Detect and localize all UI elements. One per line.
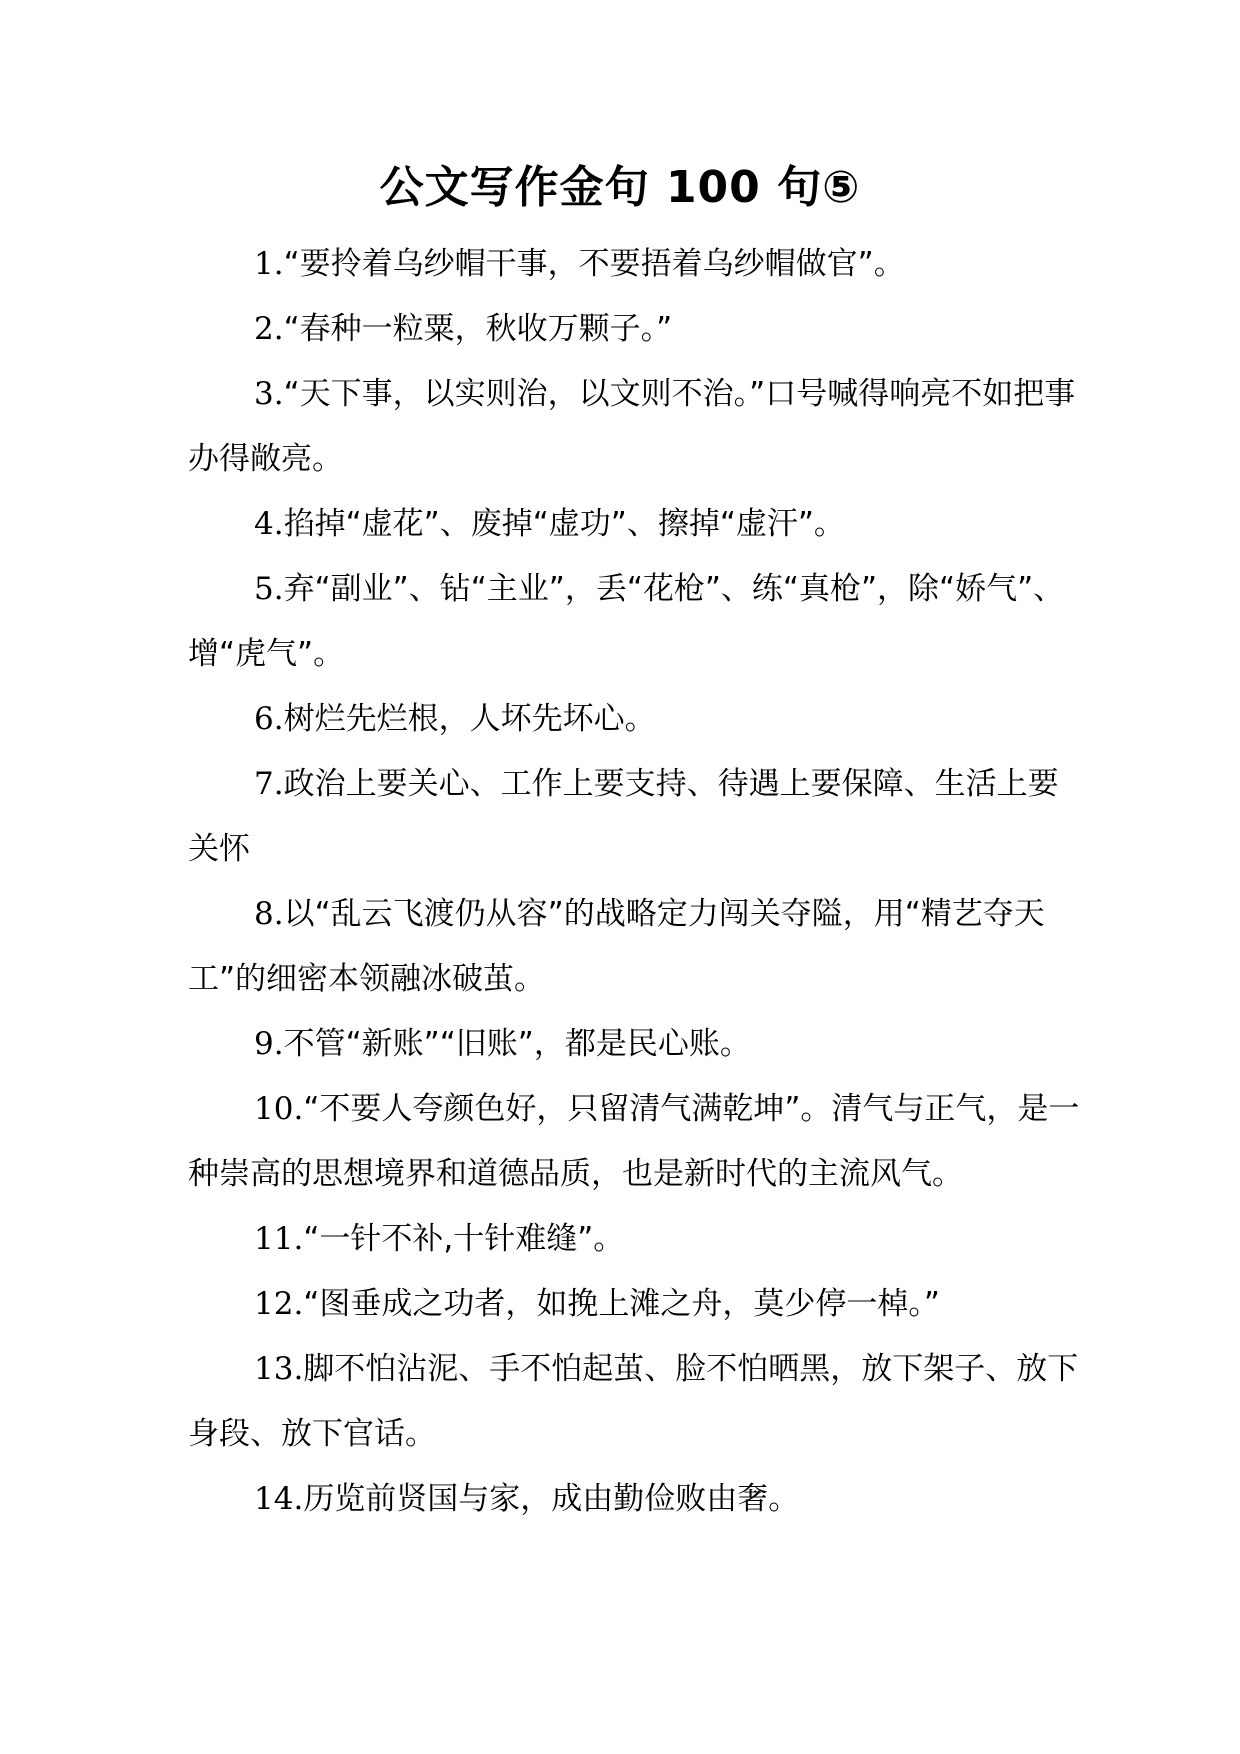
list-item [188,232,1080,297]
list-item [188,1012,1080,1077]
item-number: 6. [254,701,284,737]
item-number: 8. [254,896,284,932]
item-text: 以“乱云飞渡仍从容”的战略定力闯关夺隘，用“精艺夺天工”的细密本领融冰破茧。 [188,896,1045,997]
list-item [188,1467,1080,1532]
list-item [188,1337,1080,1467]
item-number: 3. [254,376,284,412]
item-text: “天下事，以实则治，以文则不治。”口号喊得响亮不如把事办得敞亮。 [188,376,1076,477]
item-number: 4. [254,506,284,542]
item-number: 9. [254,1026,284,1062]
item-number: 1. [254,246,284,282]
item-text: “图垂成之功者，如挽上滩之舟，莫少停一棹。” [303,1286,940,1322]
list-item [188,297,1080,362]
item-text: “要拎着乌纱帽干事，不要捂着乌纱帽做官”。 [283,246,905,282]
list-item [188,687,1080,752]
item-number: 10. [254,1091,304,1127]
item-text: “春种一粒粟，秋收万颗子。” [283,311,673,347]
item-text: 脚不怕沾泥、手不怕起茧、脸不怕晒黑，放下架子、放下身段、放下官话。 [188,1351,1079,1452]
item-text: 弃“副业”、钻“主业”，丢“花枪”、练“真枪”，除“娇气”、增“虎气”。 [188,571,1065,672]
item-number: 13. [254,1351,304,1387]
document-body [188,232,1080,1532]
item-number: 11. [254,1221,304,1257]
item-text: 历览前贤国与家，成由勤俭败由奢。 [303,1481,800,1517]
item-text: “不要人夸颜色好，只留清气满乾坤”。清气与正气，是一种崇高的思想境界和道德品质，也是新时代的主流风气。 [188,1091,1080,1192]
item-number: 7. [254,766,284,802]
list-item [188,1077,1080,1207]
item-text: 政治上要关心、工作上要支持、待遇上要保障、生活上要关怀 [188,766,1059,867]
list-item [188,882,1080,1012]
item-text: 不管“新账”“旧账”，都是民心账。 [283,1026,751,1062]
list-item [188,752,1080,882]
item-number: 14. [254,1481,304,1517]
item-number: 2. [254,311,284,347]
item-text: 树烂先烂根，人坏先坏心。 [283,701,656,737]
list-item [188,492,1080,557]
item-number: 12. [254,1286,304,1322]
item-number: 5. [254,571,284,607]
item-text: 掐掉“虚花”、废掉“虚功”、擦掉“虚汗”。 [283,506,845,542]
list-item [188,1272,1080,1337]
page-title: 公文写作金句 100 句⑤ [379,162,861,213]
item-text: “一针不补,十针难缝”。 [303,1221,625,1257]
list-item [188,362,1080,492]
list-item [188,557,1080,687]
list-item [188,1207,1080,1272]
